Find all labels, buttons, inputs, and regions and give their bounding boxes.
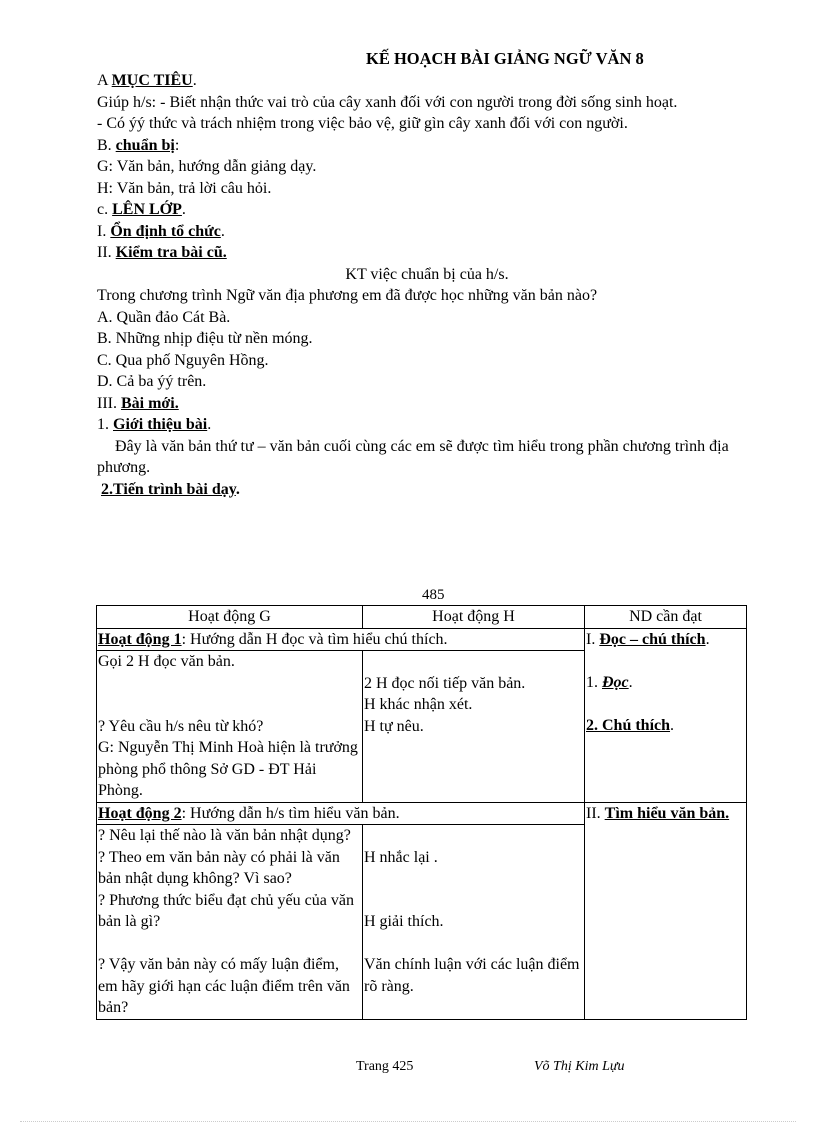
intro-text: Đây là văn bản thứ tư – văn bản cuối cùng các em sẽ được tìm hiểu trong phần chương trình địa phương. bbox=[97, 437, 729, 476]
table-header-row bbox=[97, 606, 747, 629]
section-iii: III. Bài mới. bbox=[97, 394, 179, 412]
section-b: B. chuẩn bị: bbox=[97, 136, 180, 154]
table-row bbox=[97, 802, 747, 825]
activity-1-heading: Hoạt động 1: Hướng dẫn H đọc và tìm hiểu chú thích. bbox=[97, 628, 585, 651]
quiz-question: Trong chương trình Ngữ văn địa phương em đã được học những văn bản nào? bbox=[97, 287, 598, 304]
header-activity-h: Hoạt động H bbox=[363, 606, 585, 629]
section-i: I. Ổn định tổ chức. bbox=[97, 222, 225, 240]
prep-h: H: Văn bản, trả lời câu hỏi. bbox=[97, 179, 272, 197]
activity-2-content: II. Tìm hiểu văn bản. bbox=[585, 802, 747, 1019]
process-heading: 2.Tiến trình bài dạy. bbox=[101, 480, 240, 498]
section-ii-label: Kiểm tra bài cũ. bbox=[115, 244, 227, 261]
quiz-option-a: A. Quần đảo Cát Bà. bbox=[97, 308, 231, 326]
section-iii-label: Bài mới. bbox=[120, 394, 179, 412]
header-content: ND cần đạt bbox=[585, 606, 747, 629]
section-a: A MỤC TIÊU. bbox=[97, 72, 197, 89]
table-row bbox=[97, 628, 747, 651]
page-title: KẾ HOẠCH BÀI GIẢNG NGỮ VĂN 8 bbox=[366, 49, 644, 68]
check-note: KT việc chuẩn bị của h/s. bbox=[345, 265, 509, 283]
quiz-option-b: B. Những nhịp điệu từ nền móng. bbox=[97, 330, 313, 347]
activity-2-heading: Hoạt động 2: Hướng dẫn h/s tìm hiểu văn bản. bbox=[97, 802, 585, 825]
prep-g: G: Văn bản, hướng dẫn giảng dạy. bbox=[97, 158, 317, 175]
quiz-option-d: D. Cả ba ýý trên. bbox=[97, 373, 207, 390]
section-c-label: LÊN LỚP bbox=[112, 201, 182, 218]
intro-heading: 1. Giới thiệu bài. bbox=[97, 416, 212, 433]
activity-1-student: 2 H đọc nối tiếp văn bản. H khác nhận xét. H tự nêu. bbox=[363, 651, 585, 803]
activity-2-teacher: ? Nêu lại thế nào là văn bản nhật dụng? ? Theo em văn bản này có phải là văn bản nhật dụng không? Vì sao? ? Phương thức biểu đạt chủ yếu của văn bản là gì? ? Vậy văn bản này có mấy luận điểm, em hãy giới hạn các luận điểm trên văn bản? bbox=[97, 825, 363, 1020]
goal-2: - Có ýý thức và trách nhiệm trong việc bảo vệ, giữ gìn cây xanh đối với con người. bbox=[97, 115, 628, 132]
footer-page-number: Trang 425 bbox=[356, 1059, 414, 1074]
footer-author: Võ Thị Kim Lựu bbox=[534, 1059, 625, 1074]
section-b-label: chuẩn bị bbox=[115, 136, 175, 154]
activity-2-student: H nhắc lại . H giải thích. Văn chính luận với các luận điểm rõ ràng. bbox=[363, 825, 585, 1020]
section-c: c. LÊN LỚP. bbox=[97, 201, 186, 218]
activity-1-teacher: Gọi 2 H đọc văn bản. ? Yêu cầu h/s nêu từ khó? G: Nguyễn Thị Minh Hoà hiện là trưởng phòng phổ thông Sở GD - ĐT Hải Phòng. bbox=[97, 651, 363, 803]
lesson-table bbox=[96, 605, 747, 1020]
page-number: 485 bbox=[422, 587, 445, 603]
intro-label: Giới thiệu bài bbox=[113, 416, 208, 433]
lesson-body bbox=[97, 70, 757, 500]
section-ii: II. Kiểm tra bài cũ. bbox=[97, 244, 227, 261]
footer-divider bbox=[20, 1121, 796, 1122]
activity-1-content: I. Đọc – chú thích. 1. Đọc. 2. Chú thích. bbox=[585, 628, 747, 802]
goal-1: Giúp h/s: - Biết nhận thức vai trò của cây xanh đối với con người trong đời sống sinh hoạt. bbox=[97, 93, 678, 111]
quiz-option-c: C. Qua phố Nguyên Hồng. bbox=[97, 351, 269, 369]
section-a-label: MỤC TIÊU bbox=[111, 72, 193, 89]
section-i-label: Ổn định tổ chức bbox=[110, 222, 221, 240]
header-activity-g: Hoạt động G bbox=[97, 606, 363, 629]
